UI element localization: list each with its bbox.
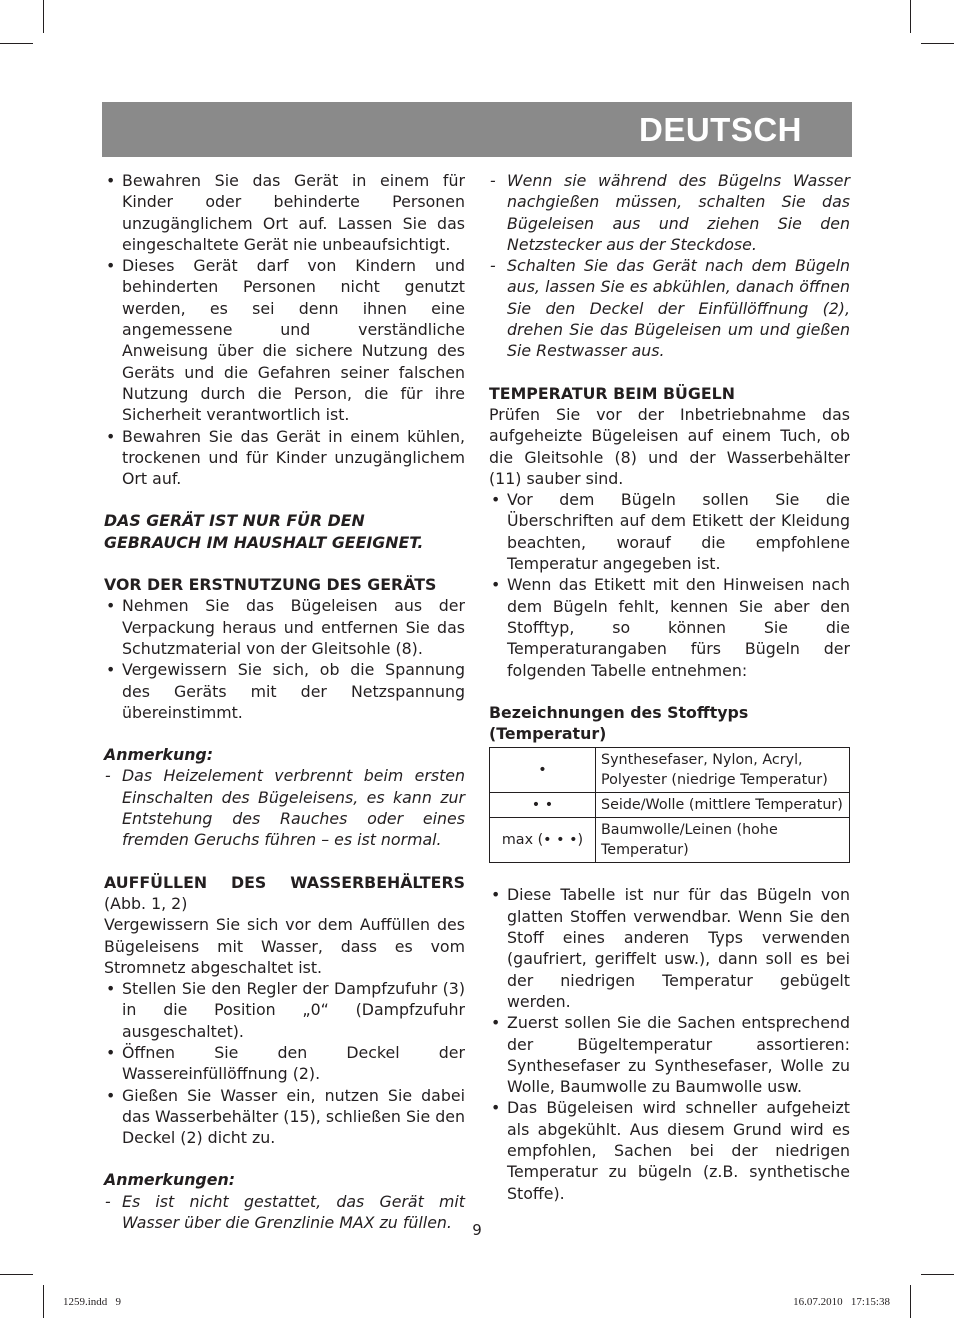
first-use-bullet-list [104, 595, 465, 723]
right-column [489, 170, 850, 1204]
list-item: • Das Bügeleisen wird schneller aufgeheizt als abgekühlt. Aus diesem Grund wird es empfohlen, Sachen bei der niedrigen Temperatur zu bügeln (z.B. synthetische Stoffe). [489, 1097, 850, 1203]
crop-mark [910, 0, 911, 33]
fill-bullet-list [104, 978, 465, 1148]
crop-mark [43, 1285, 44, 1318]
table-caption-line2: (Temperatur) [489, 724, 607, 744]
crop-mark [0, 43, 33, 44]
list-item: • Nehmen Sie das Bügeleisen aus der Verpackung heraus und entfernen Sie das Schutzmaterial von der Gleitsohle (8). [104, 595, 465, 659]
temperature-symbol: • [490, 748, 596, 793]
note-heading: Anmerkung: [104, 745, 214, 765]
household-notice-line2: GEBRAUCH IM HAUSHALT GEEIGNET. [104, 532, 424, 552]
fill-heading: AUFFÜLLEN DES WASSERBEHÄLTERS [104, 872, 465, 892]
temperature-symbol: max (• • •) [490, 818, 596, 863]
table-caption-line1: Bezeichnungen des Stofftyps [489, 702, 749, 722]
file-slug: 1259.indd 9 [63, 1296, 122, 1308]
first-use-heading: VOR DER ERSTNUTZUNG DES GERÄTS [104, 575, 437, 595]
list-item: • Öffnen Sie den Deckel der Wassereinfüllöffnung (2). [104, 1042, 465, 1085]
list-item: - Wenn sie während des Bügelns Wasser nachgießen müssen, schalten Sie das Bügeleisen aus und ziehen Sie den Netzstecker aus der Steckdose. [489, 170, 850, 255]
note-list [104, 765, 465, 850]
fabric-description: Baumwolle/Leinen (hohe Temperatur) [596, 818, 850, 863]
left-column [104, 170, 465, 1233]
table-row [490, 748, 850, 793]
temperature-symbol: • • [490, 793, 596, 818]
table-row [490, 793, 850, 818]
list-item: • Wenn das Etikett mit den Hinweisen nach dem Bügeln fehlt, kennen Sie aber den Stofftyp, so können Sie die Temperaturangaben fürs Bügeln der folgenden Tabelle entnehmen: [489, 574, 850, 680]
crop-mark [43, 0, 44, 33]
notes-continued-list [489, 170, 850, 362]
language-header-bar [102, 102, 852, 157]
temperature-heading: TEMPERATUR BEIM BÜGELN [489, 383, 735, 403]
intro-bullet-list [104, 170, 465, 489]
temperature-intro: Prüfen Sie vor der Inbetriebnahme das aufgeheizte Bügeleisen auf einem Tuch, ob die Gleitsohle (8) und der Wasserbehälter (11) sauber sind. [489, 404, 850, 488]
crop-mark [921, 1274, 954, 1275]
language-title: DEUTSCH [638, 111, 802, 148]
table-row [490, 818, 850, 863]
crop-mark [921, 43, 954, 44]
list-item: • Diese Tabelle ist nur für das Bügeln von glatten Stoffen verwendbar. Wenn Sie den Stoff eines anderen Typs verwenden (gaufriert, geriffelt usw.), dann soll es bei der niedrigen Temperatur gebügelt werden. [489, 884, 850, 1012]
fabric-temperature-table [489, 747, 850, 863]
list-item: • Gießen Sie Wasser ein, nutzen Sie dabei das Wasserbehälter (15), schließen Sie den Deckel (2) dicht zu. [104, 1085, 465, 1149]
temperature-bullet-list [489, 489, 850, 681]
list-item: • Bewahren Sie das Gerät in einem kühlen, trockenen und für Kinder unzugänglichem Ort auf. [104, 426, 465, 490]
after-table-bullet-list [489, 884, 850, 1203]
list-item: • Dieses Gerät darf von Kindern und behinderten Personen nicht genutzt werden, es sei denn ihnen eine angemessene und verständliche Anweisung über die sichere Nutzung des Geräts und die Gefahren seiner falschen Nutzung durch die Person, die für ihre Sicherheit verantwortlich ist. [104, 255, 465, 425]
list-item: • Vergewissern Sie sich, ob die Spannung des Geräts mit der Netzspannung übereinstimmt. [104, 659, 465, 723]
fabric-description: Seide/Wolle (mittlere Temperatur) [596, 793, 850, 818]
crop-mark [0, 1274, 33, 1275]
list-item: - Schalten Sie das Gerät nach dem Bügeln aus, lassen Sie es abkühlen, danach öffnen Sie den Deckel der Einfüllöffnung (2), drehen Sie das Bügeleisen um und gießen Sie Restwasser aus. [489, 255, 850, 361]
household-notice-line1: DAS GERÄT IST NUR FÜR DEN [104, 511, 365, 531]
fill-intro: Vergewissern Sie sich vor dem Auffüllen des Bügeleisens mit Wasser, dass es vom Stromnetz abgeschaltet ist. [104, 915, 465, 977]
list-item: • Zuerst sollen Sie die Sachen entsprechend der Bügeltemperatur assortieren: Synthesefaser zu Synthesefaser, Wolle zu Wolle, Baumwolle zu Baumwolle usw. [489, 1012, 850, 1097]
fabric-description: Synthesefaser, Nylon, Acryl, Polyester (niedrige Temperatur) [596, 748, 850, 793]
crop-mark [910, 1285, 911, 1318]
list-item: • Stellen Sie den Regler der Dampfzufuhr (3) in die Position „0“ (Dampfzufuhr ausgeschaltet). [104, 978, 465, 1042]
page-number: 9 [472, 1221, 482, 1239]
print-timestamp: 16.07.2010 17:15:38 [793, 1296, 890, 1308]
list-item: - Das Heizelement verbrennt beim ersten Einschalten des Bügeleisens, es kann zur Entstehung des Rauches oder eines fremden Geruchs führen – es ist normal. [104, 765, 465, 850]
list-item: - Es ist nicht gestattet, das Gerät mit Wasser über die Grenzlinie MAX zu füllen. [104, 1191, 465, 1234]
list-item: • Bewahren Sie das Gerät in einem für Kinder oder behinderte Personen unzugänglichem Ort auf. Lassen Sie das eingeschaltete Gerät nie unbeaufsichtigt. [104, 170, 465, 255]
notes-heading: Anmerkungen: [104, 1170, 236, 1190]
list-item: • Vor dem Bügeln sollen Sie die Überschriften auf dem Etikett der Kleidung beachten, worauf die empfohlene Temperatur angegeben ist. [489, 489, 850, 574]
fill-reference: (Abb. 1, 2) [104, 893, 188, 913]
